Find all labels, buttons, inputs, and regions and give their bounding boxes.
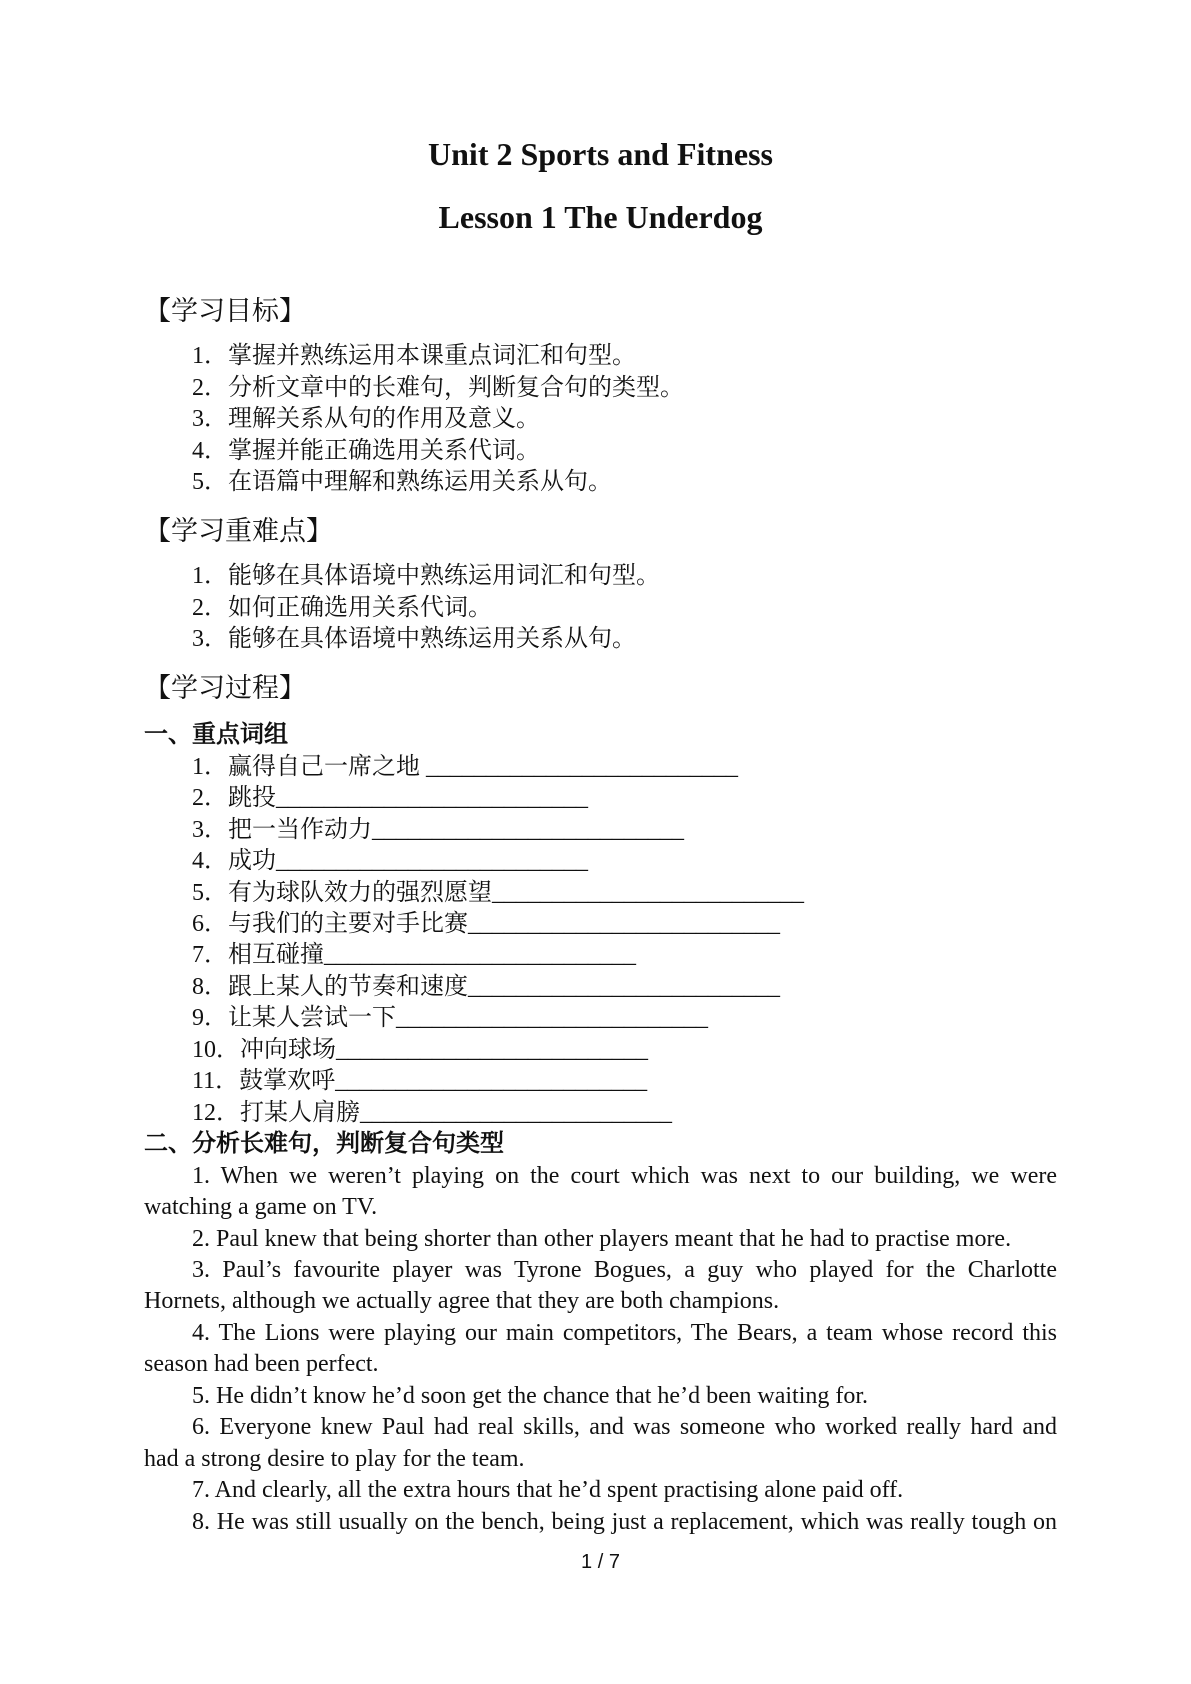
answer-blank: __________________________ (372, 816, 684, 843)
phrase-text: 5．有为球队效力的强烈愿望 (192, 879, 492, 906)
sentence-line: 8. He was still usually on the bench, being just a replacement, which was really tough on (192, 1508, 1057, 1535)
sentence-paragraph (144, 1255, 1057, 1318)
objective-item: 3．理解关系从句的作用及意义。 (192, 406, 540, 433)
phrase-item (144, 909, 1057, 940)
answer-blank: __________________________ (426, 753, 738, 780)
key-point-item: 1．能够在具体语境中熟练运用词汇和句型。 (192, 563, 660, 590)
sentence-line: watching a game on TV. (144, 1194, 378, 1221)
phrase-text: 1．赢得自己一席之地 (192, 753, 426, 780)
phrase-text: 12．打某人肩膀 (192, 1099, 360, 1126)
phrase-text: 6．与我们的主要对手比赛 (192, 911, 468, 938)
sentence-paragraph (144, 1161, 1057, 1224)
objective-item: 4．掌握并能正确选用关系代词。 (192, 437, 540, 464)
phrase-item (144, 1098, 1057, 1129)
sentence-line: had a strong desire to play for the team. (144, 1445, 525, 1472)
sentence-paragraph (144, 1381, 1057, 1412)
sentence-paragraph (144, 1475, 1057, 1506)
phrase-item (144, 783, 1057, 814)
phrases-heading: 一、重点词组 (144, 722, 288, 749)
sentence-line: season had been perfect. (144, 1351, 379, 1378)
phrase-item (144, 878, 1057, 909)
process-content (144, 720, 1057, 1538)
answer-blank: __________________________ (335, 1068, 648, 1095)
sentence-line: 3. Paul’s favourite player was Tyrone Bogues, a guy who played for the Charlotte (192, 1257, 1057, 1283)
answer-blank: __________________________ (360, 1099, 672, 1126)
answer-blank: __________________________ (276, 785, 588, 812)
answer-blank: __________________________ (324, 942, 636, 969)
sentence-paragraph (144, 1412, 1057, 1475)
process-heading: 【学习过程】 (144, 673, 306, 704)
phrase-item (144, 1003, 1057, 1034)
phrase-text: 7．相互碰撞 (192, 942, 324, 969)
lesson-title: Lesson 1 The Underdog (438, 199, 763, 235)
sentence-line: 4. The Lions were playing our main competitors, The Bears, a team whose record this (192, 1319, 1057, 1346)
phrase-item (144, 752, 1057, 783)
phrase-text: 2．跳投 (192, 785, 276, 812)
phrase-item (144, 940, 1057, 971)
sentence-paragraph (144, 1507, 1057, 1538)
key-point-item: 2．如何正确选用关系代词。 (192, 594, 492, 621)
answer-blank: __________________________ (336, 1036, 648, 1063)
key-points-list (144, 561, 1057, 655)
analysis-heading: 二、分析长难句，判断复合句类型 (144, 1131, 504, 1158)
answer-blank: __________________________ (396, 1005, 708, 1032)
phrase-item (144, 846, 1057, 877)
answer-blank: __________________________ (492, 879, 804, 906)
sentence-line: Hornets, although we actually agree that they are both champions. (144, 1288, 780, 1315)
sentence-line: 2. Paul knew that being shorter than other players meant that he had to practise more. (192, 1225, 1012, 1252)
key-point-item: 3．能够在具体语境中熟练运用关系从句。 (192, 626, 636, 653)
objectives-list (144, 341, 1057, 498)
sentence-line: 5. He didn’t know he’d soon get the chance that he’d been waiting for. (192, 1382, 869, 1409)
phrase-item (144, 1035, 1057, 1066)
phrase-text: 3．把一当作动力 (192, 816, 372, 843)
sentence-line: 7. And clearly, all the extra hours that he’d spent practising alone paid off. (192, 1477, 904, 1504)
answer-blank: __________________________ (468, 911, 780, 938)
page-number: 1 / 7 (581, 1551, 620, 1573)
phrase-text: 8．跟上某人的节奏和速度 (192, 973, 468, 1000)
objective-item: 5．在语篇中理解和熟练运用关系从句。 (192, 469, 612, 496)
objective-item: 2．分析文章中的长难句，判断复合句的类型。 (192, 374, 684, 401)
sentence-line: 1. When we weren’t playing on the court which was next to our building, we were (192, 1162, 1057, 1189)
phrase-item (144, 1066, 1057, 1097)
key-points-heading: 【学习重难点】 (144, 516, 333, 547)
answer-blank: __________________________ (276, 848, 588, 875)
objectives-heading: 【学习目标】 (144, 296, 306, 327)
sentence-line: 6. Everyone knew Paul had real skills, and was someone who worked really hard and (192, 1414, 1057, 1441)
sentence-paragraph (144, 1224, 1057, 1255)
document-title: Unit 2 Sports and Fitness (428, 136, 773, 172)
answer-blank: __________________________ (468, 973, 780, 1000)
phrase-item (144, 815, 1057, 846)
sentence-paragraph (144, 1318, 1057, 1381)
phrase-item (144, 972, 1057, 1003)
phrase-text: 9．让某人尝试一下 (192, 1005, 396, 1032)
phrase-text: 4．成功 (192, 848, 276, 875)
objective-item: 1．掌握并熟练运用本课重点词汇和句型。 (192, 343, 636, 370)
phrase-text: 11．鼓掌欢呼 (192, 1068, 336, 1095)
phrase-text: 10．冲向球场 (192, 1036, 336, 1063)
